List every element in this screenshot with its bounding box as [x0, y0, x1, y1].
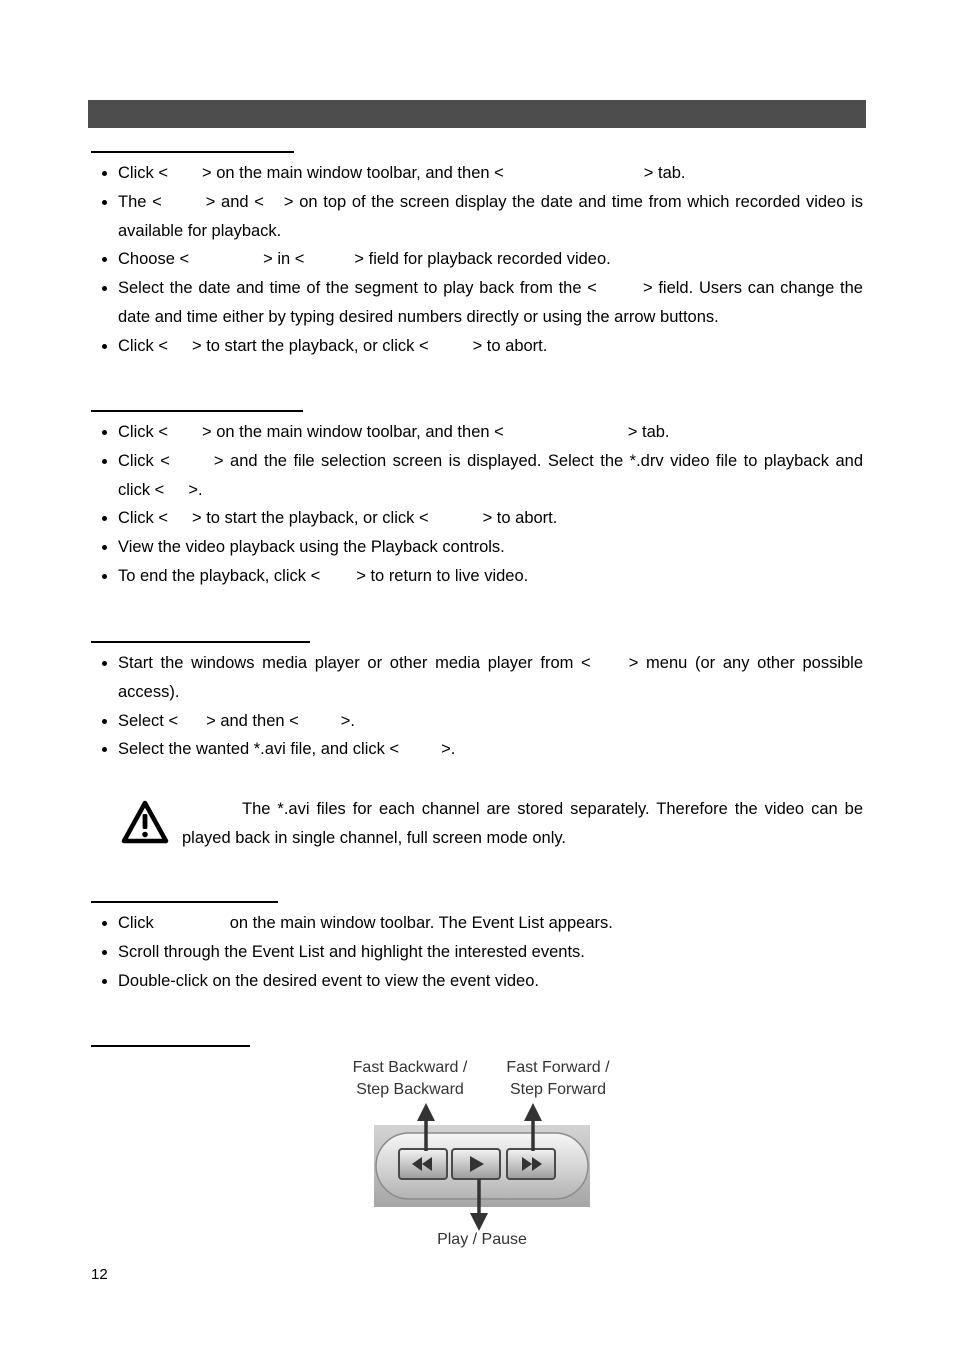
bullet-list-2	[118, 418, 863, 591]
bullet-list-1	[118, 159, 863, 361]
caution-note-text: The *.avi files for each channel are stored separately. Therefore the video can be played back in single channel, full screen mode only.	[182, 800, 863, 847]
list-item: To end the playback, click < > to return to live video.	[118, 562, 863, 591]
list-item: View the video playback using the Playback controls.	[118, 533, 863, 562]
pointer-arrows	[320, 1055, 630, 1255]
section-rule-3	[91, 641, 310, 643]
section-rule-4	[91, 901, 278, 903]
section-rule-1	[91, 151, 294, 153]
page-number: 12	[91, 1266, 108, 1283]
fast-forward-label: Fast Forward / Step Forward	[506, 1059, 610, 1098]
bullet-list-3	[118, 649, 863, 764]
fast-backward-label: Fast Backward / Step Backward	[352, 1059, 468, 1098]
list-item: Start the windows media player or other media player from < > menu (or any other possible access).	[118, 649, 863, 707]
section-rule-5	[91, 1045, 250, 1047]
list-item: Double-click on the desired event to view the event video.	[118, 967, 863, 996]
playback-controls-diagram	[320, 1055, 630, 1255]
list-item: The < > and < > on top of the screen display the date and time from which recorded video is available for playback.	[118, 188, 863, 246]
list-item: Select the date and time of the segment to play back from the < > field. Users can change the date and time either by typing desired numbers directly or using the arrow buttons.	[118, 274, 863, 332]
caution-note	[120, 795, 865, 855]
list-item: Click < > to start the playback, or click < > to abort.	[118, 332, 863, 361]
list-item: Click < > on the main window toolbar, and then < > tab.	[118, 418, 863, 447]
list-item: Select < > and then < >.	[118, 707, 863, 736]
list-item: Click on the main window toolbar. The Event List appears.	[118, 909, 863, 938]
list-item: Select the wanted *.avi file, and click < >.	[118, 735, 863, 764]
bullet-list-4	[118, 909, 863, 995]
list-item: Click < > to start the playback, or click < > to abort.	[118, 504, 863, 533]
list-item: Click < > and the file selection screen is displayed. Select the *.drv video file to playback and click < >.	[118, 447, 863, 505]
list-item: Click < > on the main window toolbar, and then < > tab.	[118, 159, 863, 188]
list-item: Choose < > in < > field for playback recorded video.	[118, 245, 863, 274]
play-pause-label: Play / Pause	[437, 1231, 527, 1248]
chapter-header-bar	[88, 100, 866, 128]
caution-icon	[120, 799, 170, 845]
list-item: Scroll through the Event List and highlight the interested events.	[118, 938, 863, 967]
section-rule-2	[91, 410, 303, 412]
